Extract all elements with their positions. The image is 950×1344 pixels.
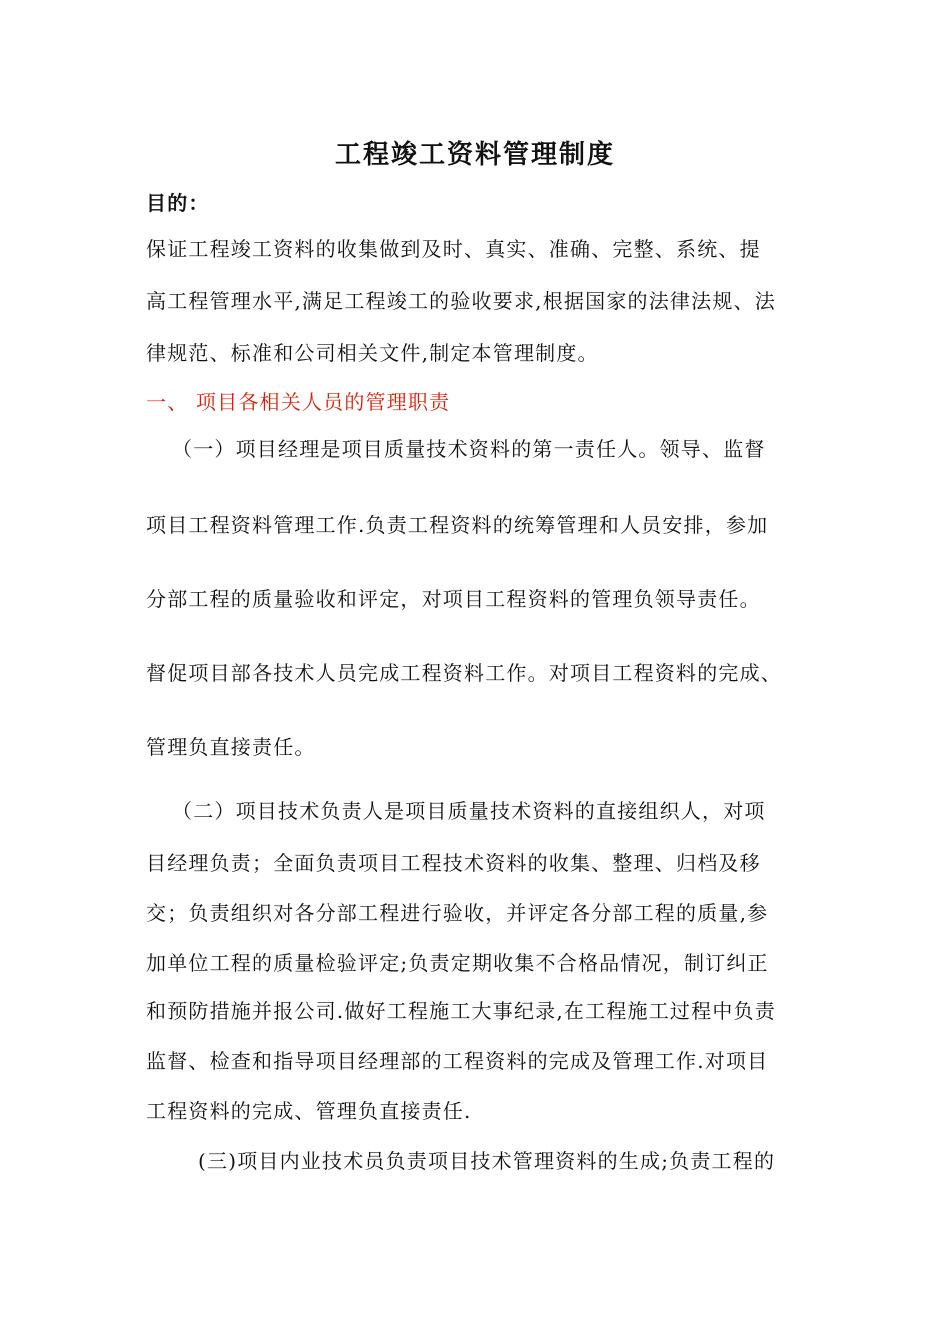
paragraph-line: 监督、检查和指导项目经理部的工程资料的完成及管理工作.对项目 [146,1049,769,1073]
paragraph-line: （一）项目经理是项目质量技术资料的第一责任人。领导、监督 [172,437,766,461]
paragraph-line: 分部工程的质量验收和评定，对项目工程资料的管理负领导责任。 [146,587,761,611]
paragraph-line: (三)项目内业技术员负责项目技术管理资料的生成;负责工程的 [198,1149,776,1173]
paragraph-line: 和预防措施并报公司.做好工程施工大事纪录,在工程施工过程中负责 [146,999,776,1023]
purpose-line: 高工程管理水平,满足工程竣工的验收要求,根据国家的法律法规、法 [146,289,776,313]
document-title: 工程竣工资料管理制度 [334,140,615,170]
purpose-label: 目的： [146,191,210,215]
paragraph-line: 督促项目部各技术人员完成工程资料工作。对项目工程资料的完成、 [146,661,782,685]
purpose-line: 律规范、标准和公司相关文件,制定本管理制度。 [146,341,599,365]
section-heading: 一、 项目各相关人员的管理职责 [146,390,451,414]
paragraph-line: （二）项目技术负责人是项目质量技术资料的直接组织人，对项 [172,799,766,823]
paragraph-line: 管理负直接责任。 [146,735,316,759]
paragraph-line: 项目工程资料管理工作.负责工程资料的统筹管理和人员安排，参加 [146,513,769,537]
paragraph-line: 加单位工程的质量检验评定;负责定期收集不合格品情况，制订纠正 [146,951,769,975]
paragraph-line: 目经理负责；全面负责项目工程技术资料的收集、整理、归档及移 [146,851,761,875]
paragraph-line: 交；负责组织对各分部工程进行验收，并评定各分部工程的质量,参 [146,901,769,925]
purpose-line: 保证工程竣工资料的收集做到及时、真实、准确、完整、系统、提 [146,237,761,261]
paragraph-line: 工程资料的完成、管理负直接责任. [146,1099,472,1123]
